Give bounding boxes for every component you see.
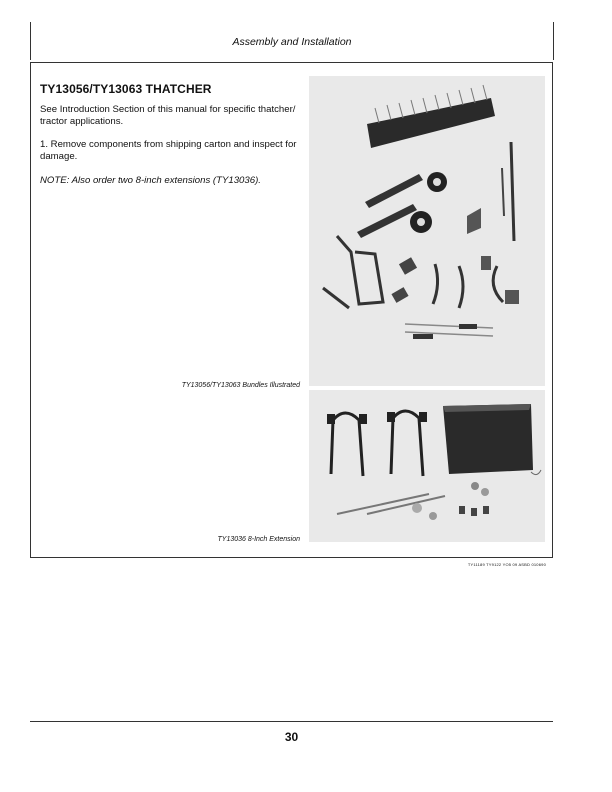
section-title: TY13056/TY13063 THATCHER <box>40 82 212 96</box>
note-paragraph: NOTE: Also order two 8-inch extensions (TY13036). <box>40 175 261 186</box>
footer-rule <box>30 721 553 722</box>
bundles-illustration <box>309 76 545 386</box>
extension-illustration <box>309 390 545 542</box>
step-1-paragraph: 1. Remove components from shipping carton and inspect for damage. <box>40 139 297 162</box>
page-number: 30 <box>284 730 299 744</box>
intro-paragraph: See Introduction Section of this manual for specific thatcher/ tractor applications. <box>40 104 296 127</box>
figure-2-caption: TY13036 8-Inch Extension <box>217 536 300 543</box>
extension-photo <box>309 390 545 542</box>
reference-code: TY11189 TY9122 YO5 09 ASBD 010690 <box>467 562 546 567</box>
figure-1-caption: TY13056/TY13063 Bundles Illustrated <box>181 382 300 389</box>
bundles-photo <box>309 76 545 386</box>
header-title: Assembly and Installation <box>232 36 352 48</box>
